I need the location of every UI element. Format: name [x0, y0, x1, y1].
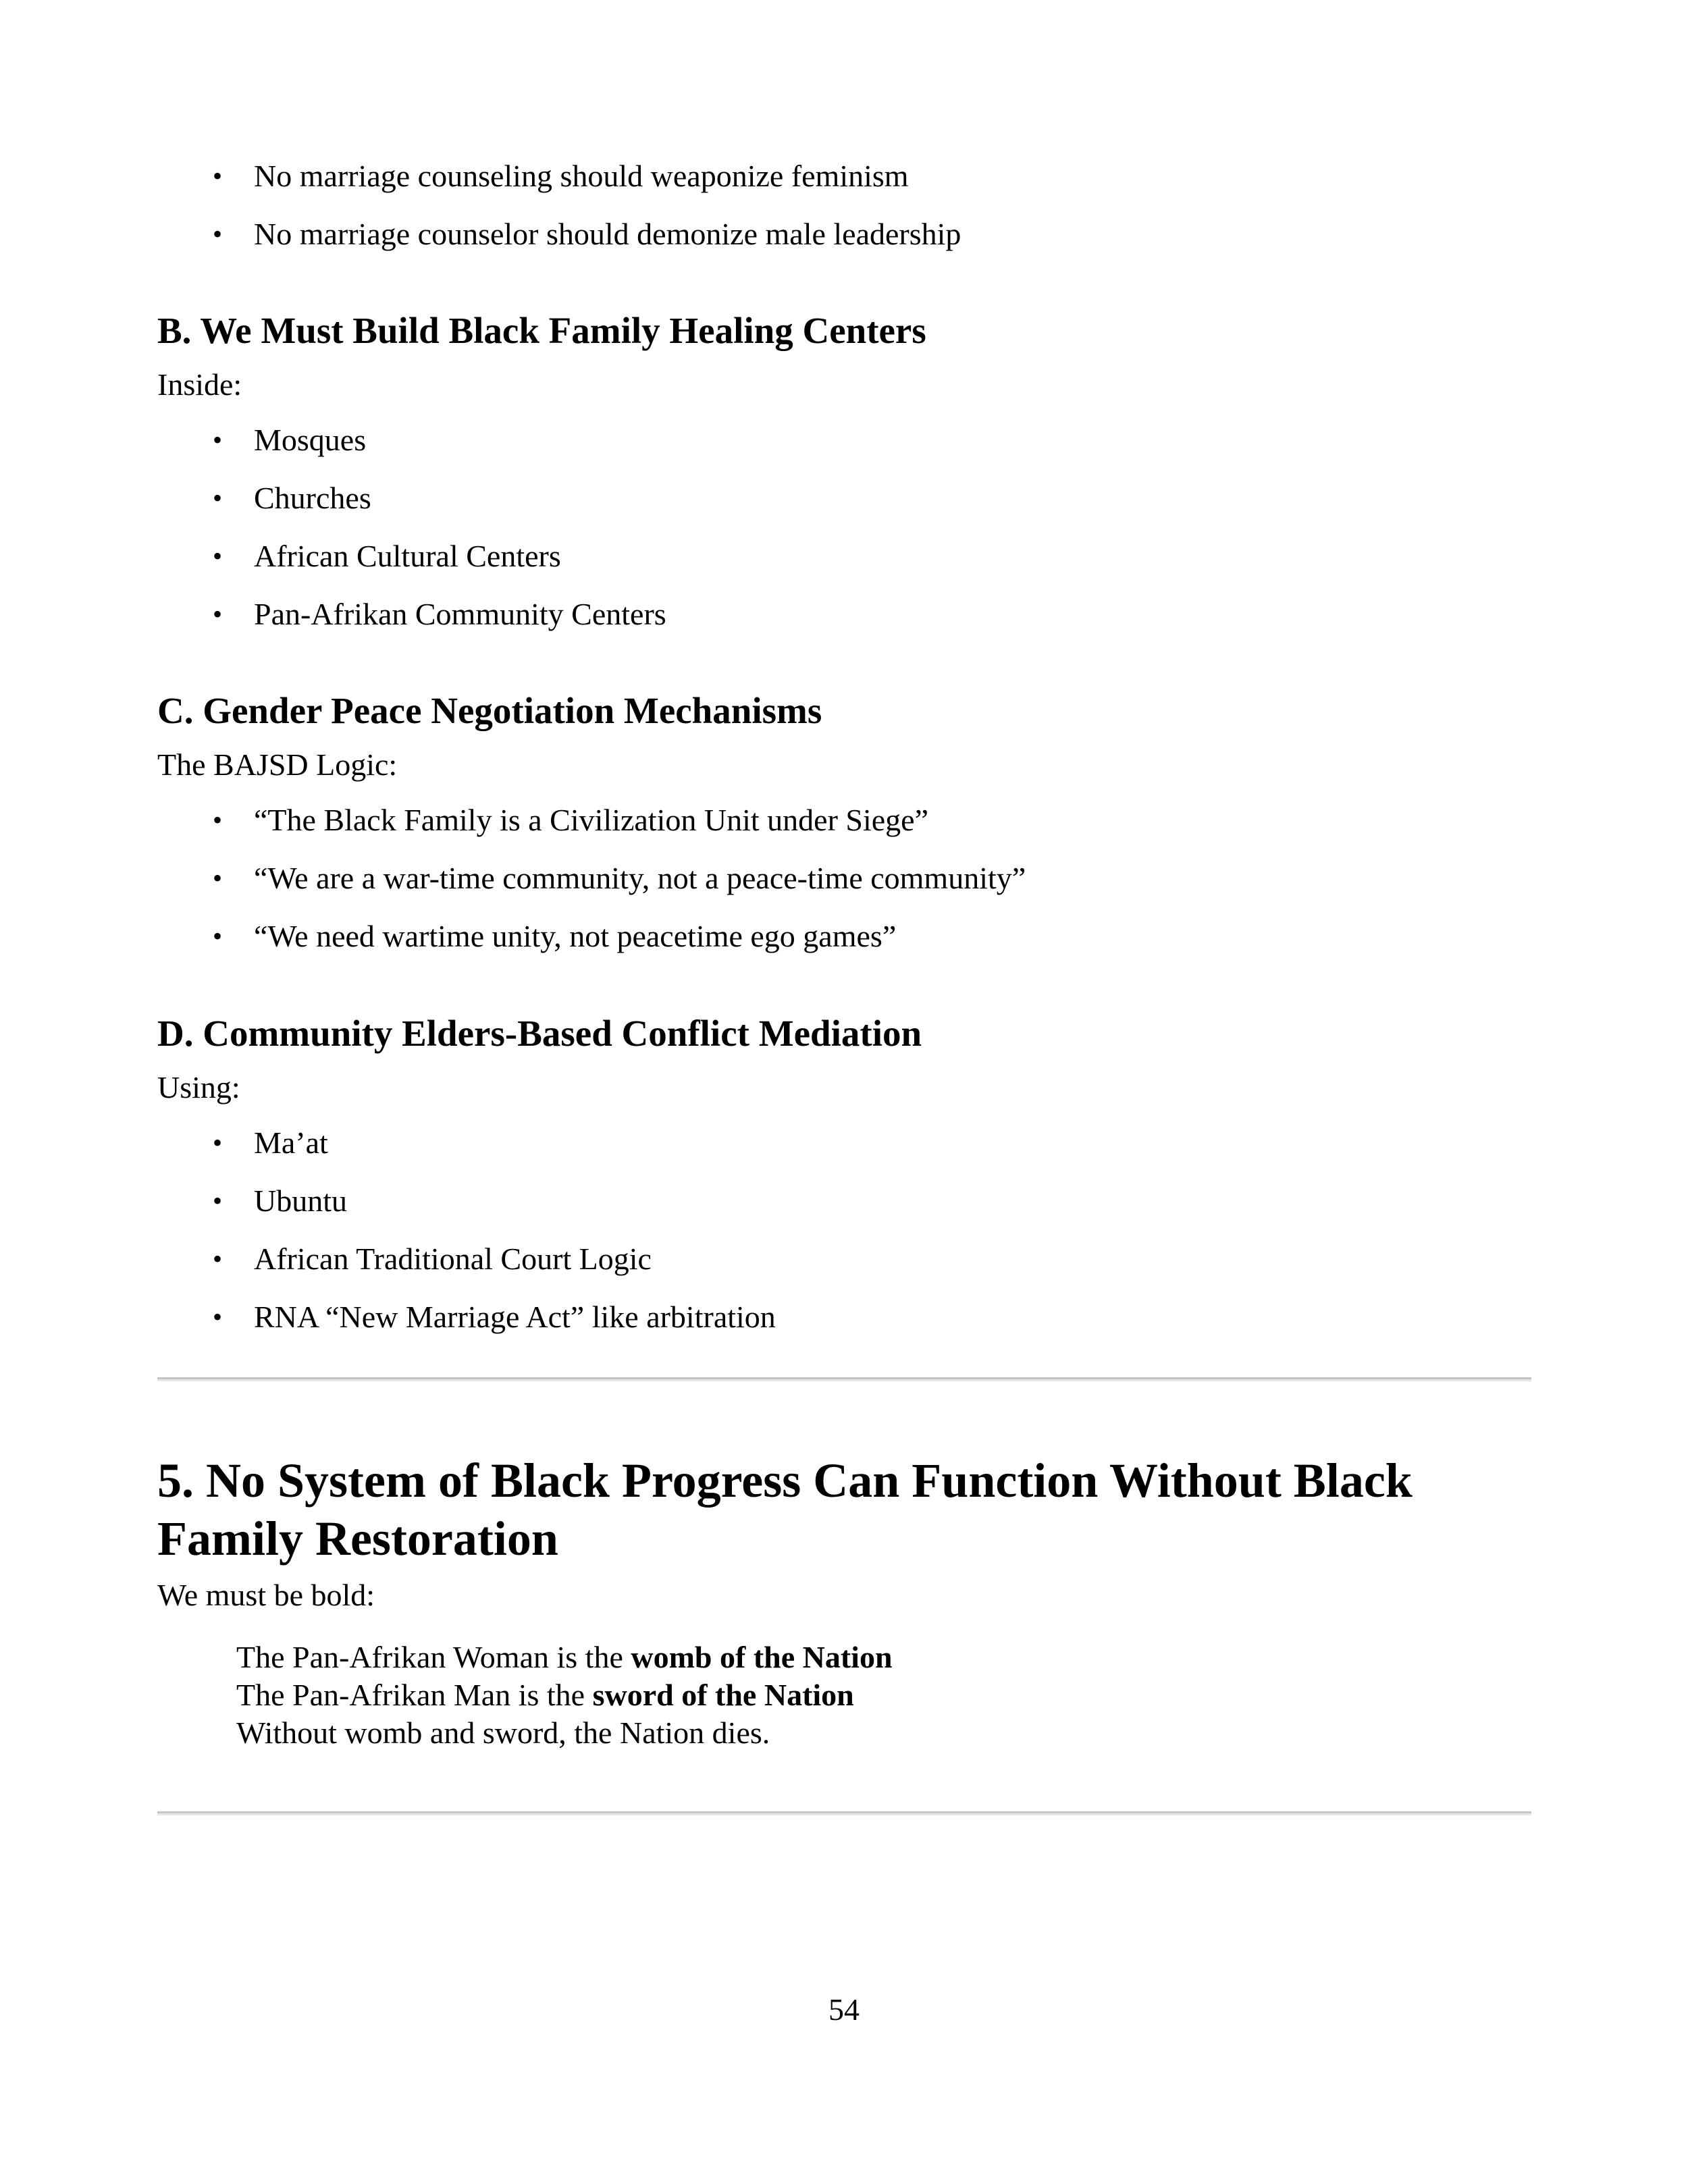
section-d-intro: Using:: [157, 1070, 240, 1104]
bullet-icon: •: [213, 1302, 223, 1332]
blockquote: [236, 1639, 893, 1752]
section-b: [157, 307, 1531, 643]
horizontal-divider: [157, 1377, 1531, 1381]
section-d-list: [157, 1114, 1531, 1346]
bullet-icon: •: [213, 1127, 223, 1158]
section-5-intro: We must be bold:: [157, 1578, 375, 1612]
list-item: • No marriage counselor should demonize male leadership: [157, 205, 1531, 263]
list-item: • RNA “New Marriage Act” like arbitration: [157, 1288, 1531, 1346]
quote-line-3: Without womb and sword, the Nation dies.: [236, 1715, 770, 1750]
list-item: • Pan-Afrikan Community Centers: [157, 585, 1531, 643]
section-c-heading: C. Gender Peace Negotiation Mechanisms: [157, 690, 822, 731]
list-item: • African Cultural Centers: [157, 527, 1531, 585]
list-item: • “We need wartime unity, not peacetime ego games”: [157, 907, 1531, 965]
bullet-icon: •: [213, 921, 223, 951]
quote-line-1: The Pan-Afrikan Woman is the womb of the Nation: [236, 1640, 893, 1674]
bullet-icon: •: [213, 483, 223, 513]
list-item: • Ma’at: [157, 1114, 1531, 1172]
bullet-icon: •: [213, 541, 223, 571]
top-list-block: [157, 147, 1531, 263]
section-b-list: [157, 411, 1531, 643]
list-item: • “The Black Family is a Civilization Unit under Siege”: [157, 791, 1531, 849]
section-b-intro: Inside:: [157, 367, 242, 402]
list-item: • Ubuntu: [157, 1172, 1531, 1230]
bullet-icon: •: [213, 863, 223, 893]
section-c-intro: The BAJSD Logic:: [157, 747, 398, 782]
bullet-icon: •: [213, 805, 223, 835]
section-d: [157, 1010, 1531, 1346]
section-b-heading: B. We Must Build Black Family Healing Centers: [157, 310, 926, 351]
horizontal-divider: [157, 1811, 1531, 1815]
bullet-icon: •: [213, 161, 223, 191]
page-number: 54: [828, 1992, 860, 2027]
list-item: • African Traditional Court Logic: [157, 1230, 1531, 1288]
bullet-icon: •: [213, 425, 223, 455]
section-5: [157, 1451, 1531, 1619]
bullet-icon: •: [213, 599, 223, 629]
bullet-icon: •: [213, 1186, 223, 1216]
section-c-list: [157, 791, 1531, 965]
section-c: [157, 687, 1531, 965]
bullet-icon: •: [213, 1244, 223, 1274]
section-d-heading: D. Community Elders-Based Conflict Mediation: [157, 1013, 922, 1054]
list-item: • “We are a war-time community, not a peace-time community”: [157, 849, 1531, 907]
list-item: • Churches: [157, 469, 1531, 527]
bullet-icon: •: [213, 219, 223, 249]
quote-line-2: The Pan-Afrikan Man is the sword of the Nation: [236, 1678, 854, 1712]
list-item: • Mosques: [157, 411, 1531, 469]
list-item: • No marriage counseling should weaponize feminism: [157, 147, 1531, 205]
top-bullet-list: [157, 147, 1531, 263]
section-5-heading: 5. No System of Black Progress Can Function Without Black Family Restoration: [157, 1454, 1413, 1566]
